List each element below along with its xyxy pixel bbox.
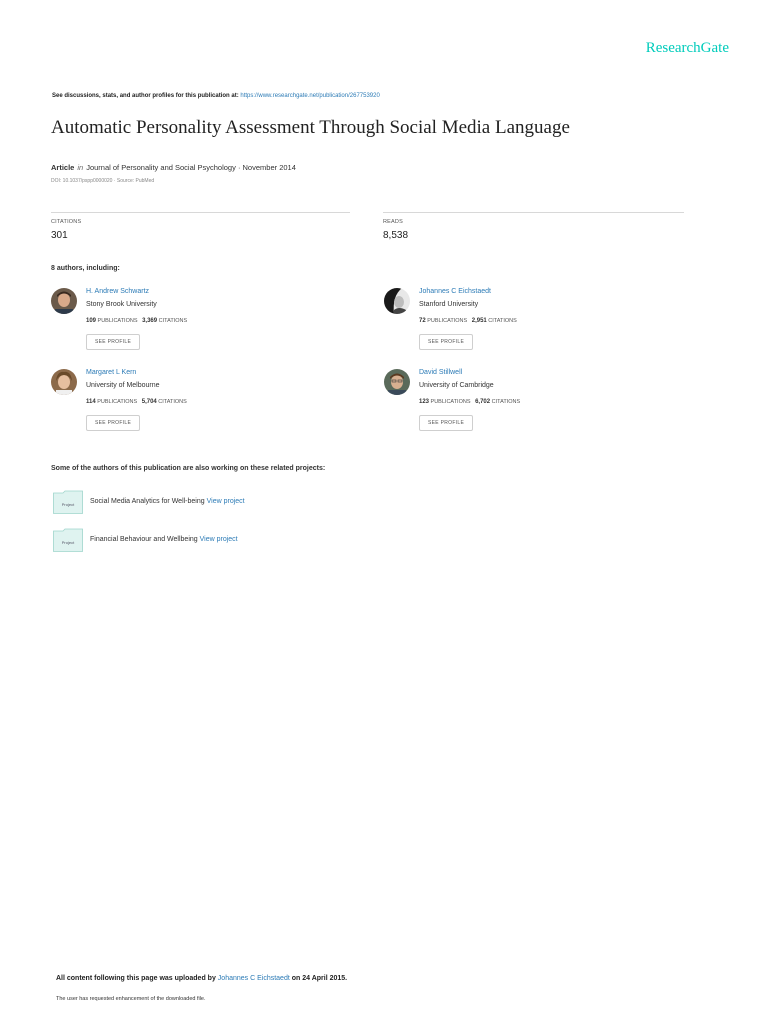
author-name-link[interactable]: Johannes C Eichstaedt [419, 288, 491, 295]
publication-type: Article [51, 163, 75, 172]
author-institution: Stanford University [419, 301, 479, 308]
uploader-link[interactable]: Johannes C Eichstaedt [217, 975, 290, 982]
citations-count: 5,704 [141, 399, 157, 405]
doi-source: DOI: 10.1037/pspp0000020 · Source: PubMed [51, 178, 155, 184]
citations-label: CITATIONS [158, 318, 188, 324]
publications-label: PUBLICATIONS [427, 318, 468, 324]
citations-count: 3,369 [142, 318, 158, 324]
view-project-link[interactable]: View project [206, 498, 245, 505]
see-profile-button[interactable]: SEE PROFILE [86, 334, 140, 350]
citations-label: CITATIONS [491, 399, 521, 405]
author-card [384, 288, 684, 368]
publication-meta [51, 163, 296, 172]
author-card [51, 288, 351, 368]
project-name: Social Media Analytics for Well-being [90, 498, 205, 505]
enhancement-note: The user has requested enhancement of the downloaded file. [56, 996, 206, 1002]
author-card [51, 369, 351, 449]
citations-label: CITATIONS [51, 219, 82, 225]
citations-count: 6,702 [475, 399, 491, 405]
citations-count: 2,951 [471, 318, 487, 324]
project-title [90, 536, 238, 543]
project-name: Financial Behaviour and Wellbeing [90, 536, 198, 543]
author-stats [86, 399, 187, 405]
author-institution: University of Melbourne [86, 382, 160, 389]
reads-label: READS [383, 219, 403, 225]
avatar[interactable] [51, 369, 77, 395]
author-stats [86, 318, 187, 324]
author-name-link[interactable]: Margaret L Kern [86, 369, 137, 376]
divider-reads [383, 212, 684, 213]
publications-label: PUBLICATIONS [97, 399, 138, 405]
publications-label: PUBLICATIONS [430, 399, 471, 405]
in-word: in [77, 163, 84, 172]
author-institution: Stony Brook University [86, 301, 157, 308]
project-folder-icon [53, 490, 83, 514]
publications-count: 123 [419, 399, 430, 405]
citations-label: CITATIONS [158, 399, 187, 405]
project-icon-label: Project [61, 502, 75, 507]
citations-label: CITATIONS [488, 318, 517, 324]
journal-date: Journal of Personality and Social Psychology · November 2014 [86, 163, 296, 172]
projects-heading: Some of the authors of this publication are also working on these related projects: [51, 465, 326, 472]
upload-note [56, 975, 347, 982]
author-institution: University of Cambridge [419, 382, 494, 389]
divider-citations [51, 212, 350, 213]
authors-heading: 8 authors, including: [51, 265, 120, 272]
author-stats [419, 318, 517, 324]
project-folder-icon [53, 528, 83, 552]
citations-value: 301 [51, 230, 68, 241]
reads-value: 8,538 [383, 230, 409, 241]
see-profile-button[interactable]: SEE PROFILE [419, 334, 473, 350]
author-name-link[interactable]: H. Andrew Schwartz [86, 288, 150, 295]
project-item [53, 490, 453, 516]
publications-label: PUBLICATIONS [97, 318, 138, 324]
publications-count: 72 [419, 318, 426, 324]
discussion-text: See discussions, stats, and author profiles for this publication at: [52, 93, 239, 99]
avatar[interactable] [384, 369, 410, 395]
avatar[interactable] [51, 288, 77, 314]
researchgate-logo[interactable]: ResearchGate [645, 40, 729, 56]
project-item [53, 528, 453, 554]
author-stats [419, 399, 520, 405]
project-title [90, 498, 245, 505]
view-project-link[interactable]: View project [199, 536, 238, 543]
avatar[interactable] [384, 288, 410, 314]
author-name-link[interactable]: David Stillwell [419, 369, 463, 376]
project-icon-label: Project [61, 540, 75, 545]
publication-url-link[interactable]: https://www.researchgate.net/publication/267753920 [240, 93, 380, 99]
uploaded-date: on 24 April 2015. [291, 975, 348, 982]
author-card [384, 369, 684, 449]
publications-count: 109 [86, 318, 97, 324]
uploaded-text: All content following this page was uploaded by [56, 975, 216, 982]
publications-count: 114 [86, 399, 96, 405]
see-profile-button[interactable]: SEE PROFILE [419, 415, 473, 431]
publication-title: Automatic Personality Assessment Through Social Media Language [51, 117, 570, 138]
see-profile-button[interactable]: SEE PROFILE [86, 415, 140, 431]
discussion-line [52, 93, 380, 99]
